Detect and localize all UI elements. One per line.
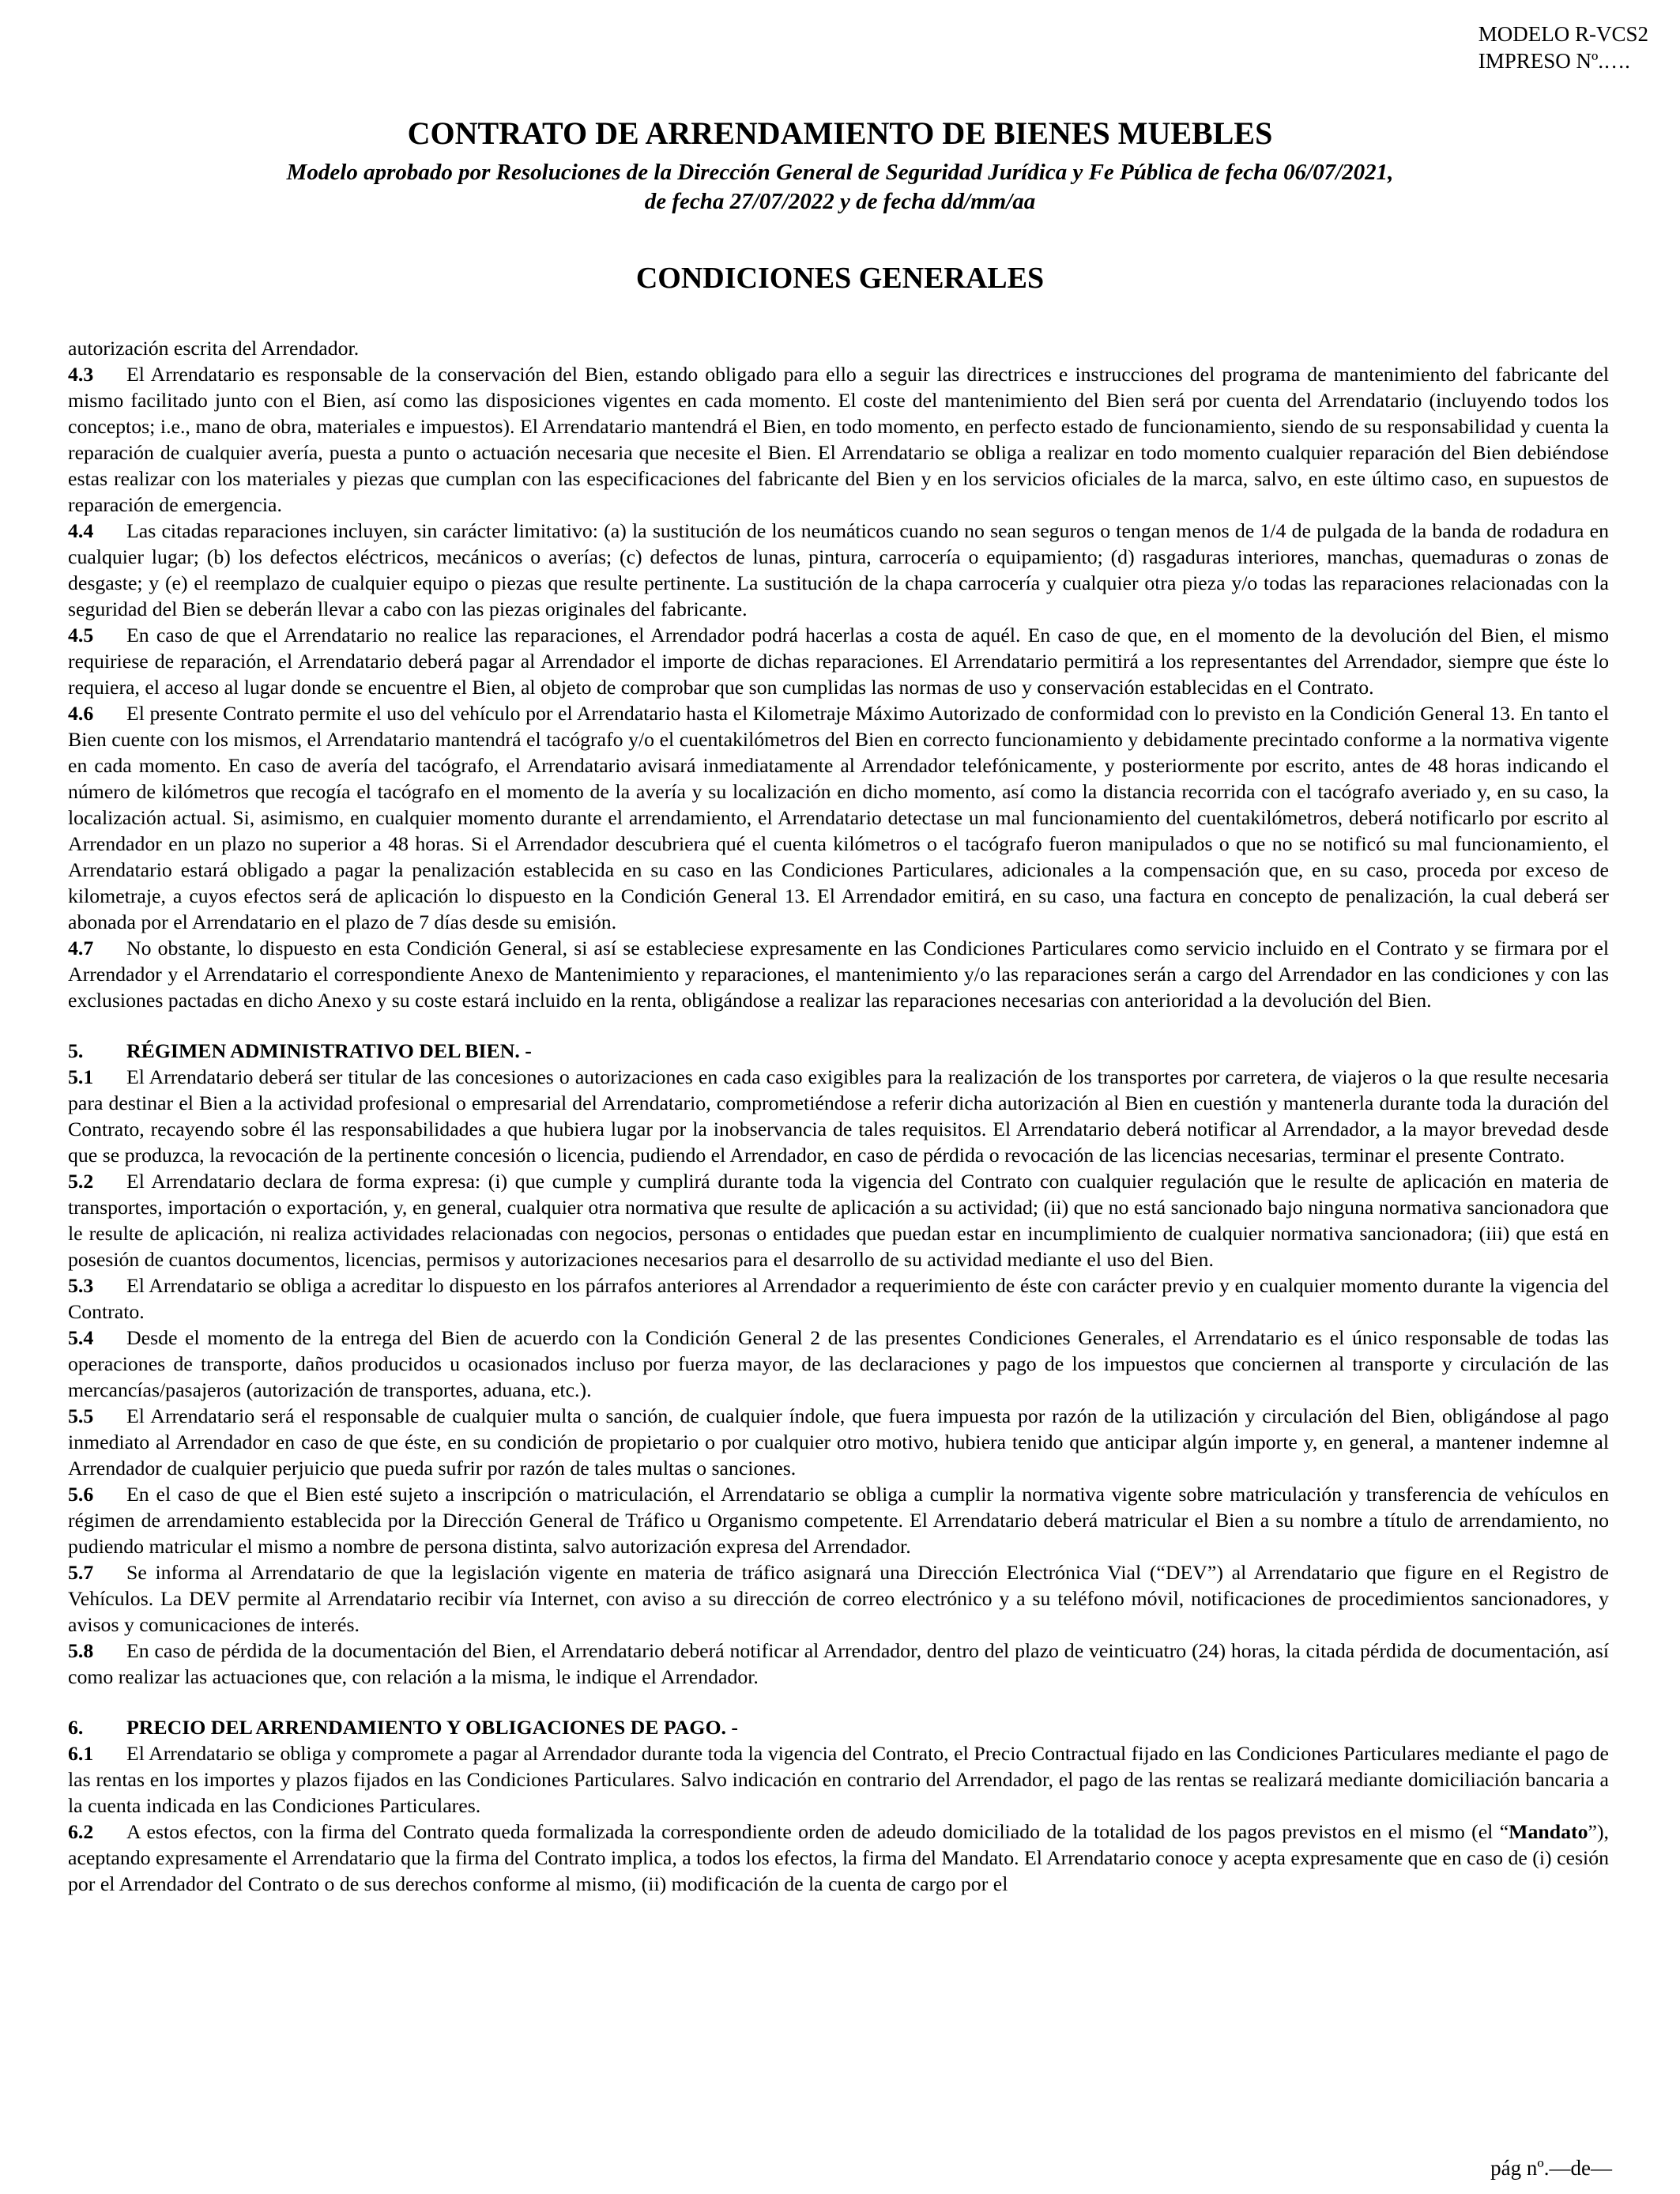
page-number: pág nº.—de— <box>1490 2156 1612 2180</box>
clause-number: 4.5 <box>68 624 94 647</box>
section-number: 6. <box>68 1716 84 1739</box>
clause-number: 5.1 <box>68 1065 94 1088</box>
clause-text-part-2: ”), aceptando expresamente el Arrendatario que la firma del Contrato implica, a todos los efectos, la firma del Mandato. El Arrendatario conoce y acepta expresamente que en caso de (i) cesión por el Arrendador del Contrato o de sus derechos conforme al mismo, (ii) modificación de la cuenta de cargo por el <box>68 1820 1609 1895</box>
clause-5-8 <box>68 1638 1609 1690</box>
clause-6-2 <box>68 1819 1609 1897</box>
clause-number: 5.5 <box>68 1404 94 1427</box>
clause-4-4 <box>68 518 1609 622</box>
clause-number: 5.8 <box>68 1639 94 1662</box>
clause-text: En caso de que el Arrendatario no realice las reparaciones, el Arrendador podrá hacerlas a costa de aquél. En caso de que, en el momento de la devolución del Bien, el mismo requiriese de reparación, el Arrendatario deberá pagar al Arrendador el importe de dichas reparaciones. El Arrendatario permitirá a los representantes del Arrendador, siempre que éste lo requiera, el acceso al lugar donde se encuentre el Bien, al objeto de comprobar que son cumplidas las normas de uso y conservación establecidas en el Contrato. <box>68 624 1609 699</box>
clause-5-2 <box>68 1168 1609 1272</box>
clause-number: 4.4 <box>68 519 94 542</box>
clause-text: El Arrendatario es responsable de la conservación del Bien, estando obligado para ello a seguir las directrices e instrucciones del programa de mantenimiento del fabricante del mismo facilitado junto con el Bien, así como las disposiciones vigentes en cada momento. El coste del mantenimiento del Bien será por cuenta del Arrendatario (incluyendo todos los conceptos; i.e., mano de obra, materiales e impuestos). El Arrendatario mantendrá el Bien, en todo momento, en perfecto estado de funcionamiento, siendo de su responsabilidad y cuenta la reparación de cualquier avería, puesta a punto o actuación necesaria que necesite el Bien. El Arrendatario se obliga a realizar en todo momento cualquier reparación del Bien debiéndose estas realizar con los materiales y piezas que cumplan con las especificaciones del fabricante del Bien y en los servicios oficiales de la marca, salvo, en este último caso, en supuestos de reparación de emergencia. <box>68 363 1609 516</box>
clause-text: El Arrendatario declara de forma expresa: (i) que cumple y cumplirá durante toda la vigencia del Contrato con cualquier regulación que le resulte de aplicación en materia de transportes, importación o exportación, y, en general, cualquier otra normativa que resulte de aplicación a su actividad; (ii) que no está sancionado bajo ninguna normativa sancionadora que le resulte de aplicación, ni realiza actividades relacionadas con negocios, personas o entidades que puedan estar en incumplimiento de cualquier normativa sancionadora; (iii) que está en posesión de cuantos documentos, licencias, permisos y autorizaciones necesarios para el desarrollo de su actividad mediante el uso del Bien. <box>68 1170 1609 1271</box>
clause-4-6 <box>68 700 1609 935</box>
clause-text-part-1: A estos efectos, con la firma del Contrato queda formalizada la correspondiente orden de adeudo domiciliado de la totalidad de los pagos previstos en el mismo (el “ <box>126 1820 1509 1843</box>
clause-5-3 <box>68 1272 1609 1325</box>
section-heading-text: PRECIO DEL ARRENDAMIENTO Y OBLIGACIONES DE PAGO. - <box>126 1716 739 1739</box>
document-subtitle <box>0 158 1680 217</box>
clause-text: El presente Contrato permite el uso del vehículo por el Arrendatario hasta el Kilometraje Máximo Autorizado de conformidad con lo previsto en la Condición General 13. En tanto el Bien cuente con los mismos, el Arrendatario mantendrá el tacógrafo y/o el cuentakilómetros del Bien en correcto funcionamiento y debidamente precintado conforme a la normativa vigente en cada momento. En caso de avería del tacógrafo, el Arrendatario avisará inmediatamente al Arrendador telefónicamente, y posteriormente por escrito, antes de 48 horas indicando el número de kilómetros que recogía el tacógrafo en el momento de la avería y su localización en dicho momento, así como la distancia recorrida con el tacógrafo averiado y, en su caso, la localización actual. Si, asimismo, en cualquier momento durante el arrendamiento, el Arrendatario detectase un mal funcionamiento del cuentakilómetros, deberá notificarlo por escrito al Arrendador en un plazo no superior a 48 horas. Si el Arrendador descubriera qué el cuenta kilómetros o el tacógrafo fueron manipulados o que no se notificó su mal funcionamiento, el Arrendatario estará obligado a pagar la penalización establecida en su caso en las Condiciones Particulares, adicionales a la compensación que, en su caso, proceda por exceso de kilometraje, a cuyos efectos será de aplicación lo dispuesto en la Condición General 13. El Arrendador emitirá, en su caso, una factura en concepto de penalización, la cual deberá ser abonada por el Arrendatario en el plazo de 7 días desde su emisión. <box>68 702 1609 933</box>
clause-4-5 <box>68 622 1609 700</box>
section-6-heading <box>68 1714 1609 1740</box>
model-reference <box>1478 21 1648 74</box>
clause-number: 6.2 <box>68 1820 94 1843</box>
clause-text: El Arrendatario se obliga y compromete a pagar al Arrendador durante toda la vigencia del Contrato, el Precio Contractual fijado en las Condiciones Particulares mediante el pago de las rentas en los importes y plazos fijados en las Condiciones Particulares. Salvo indicación en contrario del Arrendador, el pago de las rentas se realizará mediante domiciliación bancaria a la cuenta indicada en las Condiciones Particulares. <box>68 1742 1609 1817</box>
clause-6-1 <box>68 1740 1609 1819</box>
clause-text: En caso de pérdida de la documentación del Bien, el Arrendatario deberá notificar al Arrendador, dentro del plazo de veinticuatro (24) horas, la citada pérdida de documentación, así como realizar las actuaciones que, con relación a la misma, le indique el Arrendador. <box>68 1639 1609 1688</box>
clause-text: El Arrendatario será el responsable de cualquier multa o sanción, de cualquier índole, que fuera impuesta por razón de la utilización y circulación del Bien, obligándose al pago inmediato al Arrendador en caso de que éste, en su condición de propietario o por cualquier otro motivo, hubiera tenido que anticipar algún importe y, en general, a mantener indemne al Arrendador de cualquier perjuicio que pueda sufrir por razón de tales multas o sanciones. <box>68 1404 1609 1480</box>
clause-5-4 <box>68 1325 1609 1403</box>
clause-text: En el caso de que el Bien esté sujeto a inscripción o matriculación, el Arrendatario se obliga a cumplir la normativa vigente sobre matriculación y transferencia de vehículos en régimen de arrendamiento establecida por la Dirección General de Tráfico u Organismo competente. El Arrendatario deberá matricular el Bien a su nombre a título de arrendamiento, no pudiendo matricular el mismo a nombre de persona distinta, salvo autorización expresa del Arrendador. <box>68 1483 1609 1558</box>
clause-5-6 <box>68 1481 1609 1559</box>
clause-number: 5.3 <box>68 1274 94 1297</box>
subtitle-line-2: de fecha 27/07/2022 y de fecha dd/mm/aa <box>644 189 1036 214</box>
section-5-heading <box>68 1038 1609 1064</box>
clause-number: 4.3 <box>68 363 94 386</box>
clause-number: 5.2 <box>68 1170 94 1193</box>
intro-text: autorización escrita del Arrendador. <box>68 337 360 360</box>
impreso-number: IMPRESO Nº.…. <box>1478 49 1630 73</box>
mandato-term: Mandato <box>1509 1820 1588 1843</box>
clause-text: Desde el momento de la entrega del Bien de acuerdo con la Condición General 2 de las presentes Condiciones Generales, el Arrendatario es el único responsable de todas las operaciones de transporte, daños producidos u ocasionados incluso por fuerza mayor, de las declaraciones y pago de los impuestos que conciernen al transporte y circulación de las mercancías/pasajeros (autorización de transportes, aduana, etc.). <box>68 1326 1609 1401</box>
clause-text: No obstante, lo dispuesto en esta Condición General, si así se estableciese expresamente en las Condiciones Particulares como servicio incluido en el Contrato y se firmara por el Arrendador y el Arrendatario el correspondiente Anexo de Mantenimiento y reparaciones, el mantenimiento y/o las reparaciones serán a cargo del Arrendador en las condiciones y con las exclusiones pactadas en dicho Anexo y su coste estará incluido en la renta, obligándose a realizar las reparaciones necesarias con anterioridad a la devolución del Bien. <box>68 937 1609 1012</box>
section-number: 5. <box>68 1039 84 1062</box>
clause-number: 6.1 <box>68 1742 94 1765</box>
clause-number: 4.6 <box>68 702 94 725</box>
clause-5-7 <box>68 1559 1609 1638</box>
clause-4-7 <box>68 935 1609 1013</box>
clause-5-5 <box>68 1403 1609 1481</box>
document-title: CONTRATO DE ARRENDAMIENTO DE BIENES MUEBLES <box>407 115 1273 151</box>
clause-number: 5.4 <box>68 1326 94 1349</box>
section-heading-text: RÉGIMEN ADMINISTRATIVO DEL BIEN. - <box>126 1039 532 1062</box>
document-body <box>68 335 1609 1897</box>
section-title: CONDICIONES GENERALES <box>635 262 1045 295</box>
clause-text: Se informa al Arrendatario de que la legislación vigente en materia de tráfico asignará una Dirección Electrónica Vial (“DEV”) al Arrendatario que figure en el Registro de Vehículos. La DEV permite al Arrendatario recibir vía Internet, con aviso a su dirección de correo electrónico y a su teléfono móvil, notificaciones de procedimientos sancionadores, y avisos y comunicaciones de interés. <box>68 1561 1609 1636</box>
clause-number: 4.7 <box>68 937 94 959</box>
subtitle-line-1: Modelo aprobado por Resoluciones de la Dirección General de Seguridad Jurídica y Fe Pública de fecha 06/07/2021, <box>286 160 1394 185</box>
clause-text: Las citadas reparaciones incluyen, sin carácter limitativo: (a) la sustitución de los neumáticos cuando no sean seguros o tengan menos de 1/4 de pulgada de la banda de rodadura en cualquier lugar; (b) los defectos eléctricos, mecánicos o averías; (c) defectos de lunas, pintura, carrocería o equipamiento; (d) rasgaduras interiores, manchas, quemaduras o zonas de desgaste; y (e) el reemplazo de cualquier equipo o piezas que resulte pertinente. La sustitución de la chapa carrocería y cualquier otra pieza y/o todas las reparaciones relacionadas con la seguridad del Bien se deberán llevar a cabo con las piezas originales del fabricante. <box>68 519 1609 620</box>
clause-5-1 <box>68 1064 1609 1168</box>
clause-4-3 <box>68 361 1609 518</box>
clause-text: El Arrendatario deberá ser titular de las concesiones o autorizaciones en cada caso exigibles para la realización de los transportes por carretera, de viajeros o la que resulte necesaria para destinar el Bien a la actividad profesional o empresarial del Arrendatario, comprometiéndose a referir dicha autorización al Bien en cuestión y mantenerla durante toda la duración del Contrato, recayendo sobre él las responsabilidades a que hubiera lugar por la inobservancia de tales requisitos. El Arrendatario deberá notificar al Arrendador, a la mayor brevedad desde que se produzca, la revocación de la pertinente concesión o licencia, pudiendo el Arrendador, en caso de pérdida o revocación de las licencias necesarias, terminar el presente Contrato. <box>68 1065 1609 1167</box>
clause-number: 5.6 <box>68 1483 94 1506</box>
clause-text: El Arrendatario se obliga a acreditar lo dispuesto en los párrafos anteriores al Arrendador a requerimiento de éste con carácter previo y en cualquier momento durante la vigencia del Contrato. <box>68 1274 1609 1323</box>
model-code: MODELO R-VCS2 <box>1478 22 1648 46</box>
clause-number: 5.7 <box>68 1561 94 1584</box>
